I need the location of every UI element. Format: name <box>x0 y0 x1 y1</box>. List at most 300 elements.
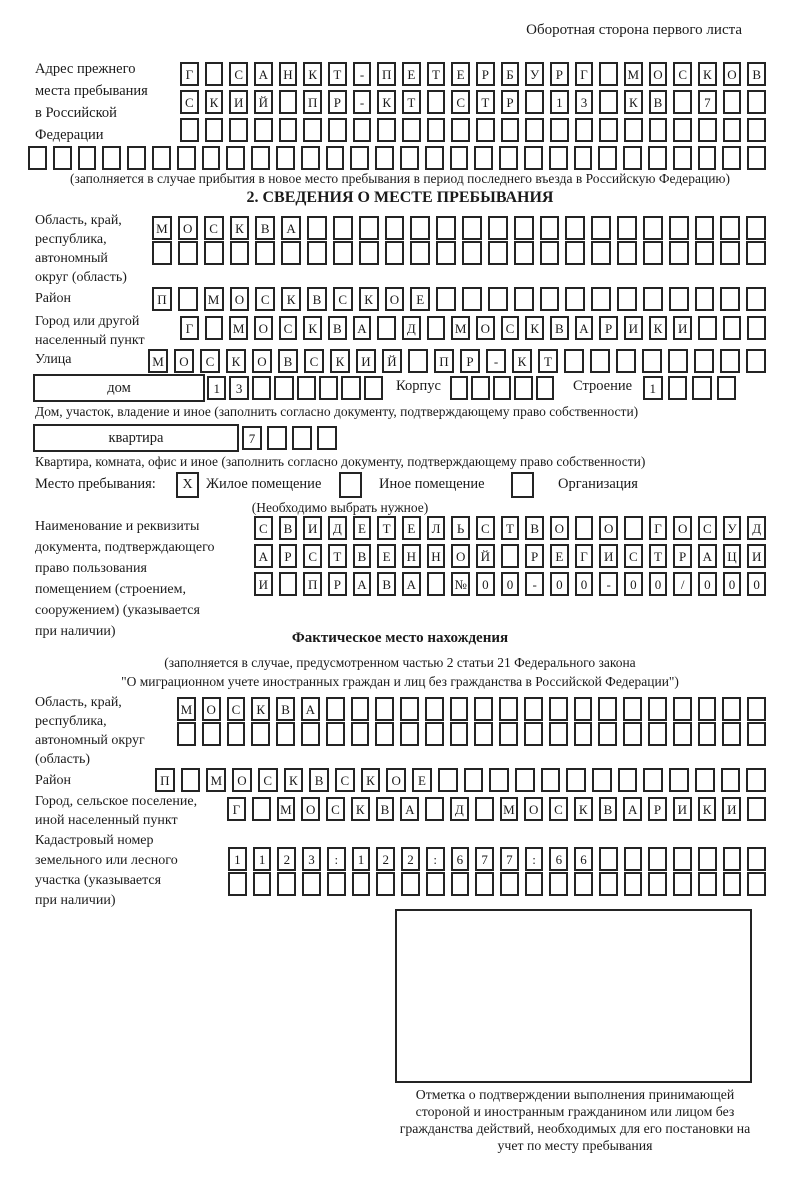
char-cell: 6 <box>549 847 568 871</box>
char-cell: 7 <box>500 847 519 871</box>
char-cell: / <box>673 572 692 596</box>
char-cell <box>524 722 543 746</box>
char-cell: И <box>303 516 322 540</box>
label-line: Город или другой <box>35 314 140 329</box>
stay-type-checkbox-residential: X <box>176 472 199 498</box>
char-cell <box>598 722 617 746</box>
char-cell: Г <box>649 516 668 540</box>
char-cell: А <box>575 316 594 340</box>
char-cell: 1 <box>643 376 663 400</box>
char-cell <box>177 722 196 746</box>
char-cell <box>475 797 494 821</box>
char-cell <box>353 118 372 142</box>
char-cell <box>301 722 320 746</box>
char-cell <box>592 768 612 792</box>
char-cell: А <box>400 797 419 821</box>
char-cell <box>400 722 419 746</box>
char-cell <box>427 316 446 340</box>
char-cell <box>723 847 742 871</box>
char-cell: М <box>451 316 470 340</box>
char-cell <box>302 872 321 896</box>
char-cell <box>695 216 715 240</box>
char-cell <box>514 216 534 240</box>
char-cell <box>307 216 327 240</box>
char-cell: Р <box>279 544 298 568</box>
char-cell: Е <box>410 287 430 311</box>
char-cell <box>281 241 301 265</box>
char-cell: М <box>177 697 196 721</box>
char-cell: С <box>204 216 224 240</box>
char-cell <box>230 241 250 265</box>
char-cell <box>525 118 544 142</box>
char-cell: О <box>476 316 495 340</box>
char-cell <box>695 287 715 311</box>
char-cell: Т <box>649 544 668 568</box>
char-cell <box>227 722 246 746</box>
char-cell <box>408 349 428 373</box>
char-cell <box>450 722 469 746</box>
char-cell <box>590 349 610 373</box>
label-line: автономный округ <box>35 733 145 748</box>
char-cell <box>747 797 766 821</box>
char-cell <box>574 872 593 896</box>
char-cell <box>267 426 287 450</box>
char-cell: Г <box>180 62 199 86</box>
char-cell: М <box>148 349 168 373</box>
char-cell <box>723 316 742 340</box>
char-cell <box>698 722 717 746</box>
char-cell: К <box>303 62 322 86</box>
char-cell <box>401 872 420 896</box>
char-cell: Н <box>279 62 298 86</box>
char-cell <box>359 216 379 240</box>
document-label <box>35 516 215 642</box>
char-cell: С <box>254 516 273 540</box>
char-cell: И <box>722 797 741 821</box>
char-cell <box>255 241 275 265</box>
char-cell: П <box>377 62 396 86</box>
char-cell <box>279 572 298 596</box>
char-cell <box>499 146 518 170</box>
char-cell: 0 <box>747 572 766 596</box>
char-cell: К <box>281 287 301 311</box>
char-cell <box>515 768 535 792</box>
char-cell: Т <box>328 62 347 86</box>
char-cell: О <box>301 797 320 821</box>
char-cell <box>524 146 543 170</box>
char-cell: 7 <box>242 426 262 450</box>
char-cell <box>618 768 638 792</box>
char-cell: С <box>279 316 298 340</box>
char-cell: Л <box>427 516 446 540</box>
char-cell <box>274 376 293 400</box>
char-cell: Е <box>402 516 421 540</box>
char-cell <box>500 872 519 896</box>
char-cell <box>436 287 456 311</box>
char-cell: В <box>255 216 275 240</box>
factual-region-row-1 <box>177 697 766 721</box>
char-cell <box>279 90 298 114</box>
house-cells <box>207 376 383 400</box>
char-cell <box>566 768 586 792</box>
label-line: Федерации <box>35 127 104 143</box>
char-cell: К <box>649 316 668 340</box>
char-cell <box>648 722 667 746</box>
char-cell: 3 <box>302 847 321 871</box>
char-cell <box>669 768 689 792</box>
char-cell: О <box>386 768 406 792</box>
char-cell <box>226 146 245 170</box>
char-cell: И <box>673 797 692 821</box>
char-cell <box>648 697 667 721</box>
char-cell <box>591 287 611 311</box>
label-line: республика, <box>35 232 107 247</box>
char-cell: С <box>698 516 717 540</box>
char-cell <box>436 241 456 265</box>
char-cell: Н <box>427 544 446 568</box>
char-cell: О <box>599 516 618 540</box>
char-cell <box>694 349 714 373</box>
char-cell <box>377 316 396 340</box>
char-cell: Р <box>525 544 544 568</box>
char-cell <box>307 241 327 265</box>
char-cell <box>28 146 47 170</box>
char-cell: А <box>623 797 642 821</box>
prev-address-row-4 <box>28 146 766 170</box>
char-cell: : <box>525 847 544 871</box>
char-cell <box>462 287 482 311</box>
char-cell <box>333 216 353 240</box>
char-cell <box>402 118 421 142</box>
char-cell: 1 <box>253 847 272 871</box>
char-cell: Й <box>254 90 273 114</box>
char-cell: 2 <box>401 847 420 871</box>
prev-address-label <box>35 58 148 146</box>
char-cell: В <box>309 768 329 792</box>
char-cell <box>695 768 715 792</box>
char-cell <box>276 146 295 170</box>
street-row <box>148 349 766 373</box>
char-cell <box>540 216 560 240</box>
district-row <box>152 287 766 311</box>
char-cell <box>277 872 296 896</box>
char-cell: К <box>698 62 717 86</box>
char-cell: Т <box>538 349 558 373</box>
char-cell <box>375 146 394 170</box>
char-cell <box>127 146 146 170</box>
document-row-3 <box>254 572 766 596</box>
char-cell <box>475 872 494 896</box>
char-cell <box>722 697 741 721</box>
char-cell <box>673 722 692 746</box>
char-cell: С <box>501 316 520 340</box>
cadastre-label <box>35 831 178 911</box>
prev-address-row-1 <box>180 62 766 86</box>
char-cell <box>575 516 594 540</box>
char-cell <box>152 241 172 265</box>
char-cell <box>599 872 618 896</box>
char-cell: А <box>353 316 372 340</box>
factual-city-row <box>227 797 766 821</box>
char-cell: А <box>301 697 320 721</box>
char-cell <box>471 376 489 400</box>
char-cell: Г <box>575 544 594 568</box>
char-cell: - <box>486 349 506 373</box>
char-cell: Р <box>648 797 667 821</box>
char-cell: Б <box>501 62 520 86</box>
char-cell: Р <box>550 62 569 86</box>
char-cell <box>723 872 742 896</box>
char-cell: 1 <box>550 90 569 114</box>
stay-type-option-organization: Организация <box>558 476 638 492</box>
char-cell <box>400 146 419 170</box>
char-cell: К <box>303 316 322 340</box>
char-cell <box>501 118 520 142</box>
char-cell: В <box>599 797 618 821</box>
char-cell <box>643 287 663 311</box>
label-line: сооружением) (указывается <box>35 603 200 618</box>
char-cell: С <box>229 62 248 86</box>
char-cell: К <box>361 768 381 792</box>
char-cell <box>102 146 121 170</box>
char-cell <box>279 118 298 142</box>
char-cell: 0 <box>649 572 668 596</box>
char-cell <box>624 847 643 871</box>
char-cell: О <box>524 797 543 821</box>
char-cell <box>722 722 741 746</box>
char-cell: Д <box>402 316 421 340</box>
char-cell: Т <box>402 90 421 114</box>
char-cell <box>574 697 593 721</box>
char-cell: Д <box>450 797 469 821</box>
char-cell <box>53 146 72 170</box>
char-cell <box>204 241 224 265</box>
char-cell <box>746 349 766 373</box>
char-cell <box>623 722 642 746</box>
char-cell <box>375 722 394 746</box>
char-cell <box>649 118 668 142</box>
char-cell: Т <box>377 516 396 540</box>
char-cell <box>351 722 370 746</box>
apartment-box-label: квартира <box>33 424 239 452</box>
char-cell: С <box>624 544 643 568</box>
char-cell <box>540 241 560 265</box>
korpus-cells <box>450 376 554 400</box>
char-cell: Н <box>402 544 421 568</box>
char-cell <box>499 697 518 721</box>
house-note: Дом, участок, владение и иное (заполнить согласно документу, подтверждающему право собственности) <box>35 404 639 419</box>
char-cell: М <box>500 797 519 821</box>
char-cell <box>723 118 742 142</box>
char-cell: 6 <box>451 847 470 871</box>
char-cell: 0 <box>698 572 717 596</box>
char-cell: Ь <box>451 516 470 540</box>
char-cell <box>202 146 221 170</box>
char-cell: Г <box>575 62 594 86</box>
char-cell: Т <box>328 544 347 568</box>
char-cell: В <box>550 316 569 340</box>
stroenie-label: Строение <box>573 378 633 394</box>
label-line: Наименование и реквизиты <box>35 519 200 534</box>
char-cell <box>501 544 520 568</box>
char-cell <box>669 216 689 240</box>
char-cell: Е <box>377 544 396 568</box>
char-cell <box>698 872 717 896</box>
char-cell: М <box>277 797 296 821</box>
label-line: участка (указывается <box>35 873 162 888</box>
char-cell <box>376 872 395 896</box>
factual-district-label: Район <box>35 773 71 788</box>
char-cell <box>319 376 338 400</box>
char-cell: С <box>200 349 220 373</box>
char-cell <box>747 722 766 746</box>
char-cell <box>698 146 717 170</box>
char-cell: О <box>174 349 194 373</box>
char-cell: И <box>254 572 273 596</box>
char-cell <box>205 118 224 142</box>
char-cell <box>375 697 394 721</box>
char-cell <box>549 697 568 721</box>
char-cell: Т <box>501 516 520 540</box>
char-cell: П <box>155 768 175 792</box>
char-cell: К <box>698 797 717 821</box>
prev-address-row-2 <box>180 90 766 114</box>
char-cell <box>698 316 717 340</box>
char-cell <box>550 118 569 142</box>
char-cell: Ц <box>723 544 742 568</box>
stay-type-option-residential: Жилое помещение <box>206 476 322 492</box>
label-line: республика, <box>35 714 107 729</box>
char-cell <box>643 241 663 265</box>
char-cell: Р <box>501 90 520 114</box>
char-cell: 2 <box>376 847 395 871</box>
char-cell <box>643 216 663 240</box>
char-cell: Р <box>673 544 692 568</box>
char-cell: В <box>377 572 396 596</box>
char-cell: С <box>180 90 199 114</box>
factual-note-line-2: "О миграционном учете иностранных граждан и лиц без гражданства в Российской Федерации") <box>121 674 679 689</box>
char-cell <box>624 118 643 142</box>
label-line: населенный пункт <box>35 333 145 348</box>
label-line: при наличии) <box>35 624 116 639</box>
char-cell <box>574 146 593 170</box>
char-cell <box>673 146 692 170</box>
char-cell <box>181 768 201 792</box>
factual-region-label <box>35 693 145 769</box>
char-cell <box>427 90 446 114</box>
char-cell: 0 <box>624 572 643 596</box>
stay-type-checkbox-organization <box>511 472 534 498</box>
stay-type-hint: (Необходимо выбрать нужное) <box>251 500 429 515</box>
char-cell <box>747 847 766 871</box>
page-side-note: Оборотная сторона первого листа <box>526 22 742 38</box>
char-cell: П <box>303 572 322 596</box>
char-cell: В <box>376 797 395 821</box>
char-cell: № <box>451 572 470 596</box>
char-cell <box>746 768 766 792</box>
char-cell: В <box>649 90 668 114</box>
char-cell: : <box>426 847 445 871</box>
char-cell: 6 <box>574 847 593 871</box>
char-cell <box>303 118 322 142</box>
char-cell: М <box>204 287 224 311</box>
char-cell <box>493 376 511 400</box>
label-line: помещением (строением, <box>35 582 186 597</box>
char-cell <box>178 287 198 311</box>
char-cell <box>474 722 493 746</box>
char-cell: У <box>525 62 544 86</box>
char-cell: 0 <box>575 572 594 596</box>
char-cell <box>574 722 593 746</box>
char-cell: 3 <box>575 90 594 114</box>
char-cell: У <box>723 516 742 540</box>
char-cell <box>450 146 469 170</box>
char-cell <box>276 722 295 746</box>
char-cell <box>252 797 271 821</box>
char-cell <box>328 118 347 142</box>
char-cell: С <box>304 349 324 373</box>
char-cell <box>549 872 568 896</box>
char-cell: К <box>230 216 250 240</box>
char-cell <box>598 146 617 170</box>
char-cell: - <box>353 90 372 114</box>
char-cell: 0 <box>550 572 569 596</box>
char-cell <box>514 241 534 265</box>
char-cell: К <box>377 90 396 114</box>
char-cell <box>438 768 458 792</box>
char-cell <box>698 118 717 142</box>
char-cell <box>352 872 371 896</box>
label-line: право пользования <box>35 561 147 576</box>
char-cell: Е <box>353 516 372 540</box>
char-cell: Р <box>328 90 347 114</box>
city-row <box>180 316 766 340</box>
cadastre-row-1 <box>228 847 766 871</box>
char-cell: В <box>279 516 298 540</box>
char-cell <box>591 216 611 240</box>
section-2-title: 2. СВЕДЕНИЯ О МЕСТЕ ПРЕБЫВАНИЯ <box>246 189 554 206</box>
label-line: Область, край, <box>35 213 122 228</box>
char-cell: 1 <box>228 847 247 871</box>
char-cell <box>425 697 444 721</box>
char-cell <box>474 146 493 170</box>
label-line: автономный <box>35 251 108 266</box>
char-cell <box>541 768 561 792</box>
region-label <box>35 211 127 287</box>
char-cell <box>427 118 446 142</box>
char-cell: 0 <box>476 572 495 596</box>
char-cell <box>525 90 544 114</box>
char-cell: И <box>673 316 692 340</box>
char-cell <box>720 241 740 265</box>
char-cell <box>616 349 636 373</box>
char-cell <box>436 216 456 240</box>
prev-address-note: (заполняется в случае прибытия в новое место пребывания в период последнего въезда в Российскую Федерацию) <box>69 171 731 186</box>
factual-note-line-1: (заполняется в случае, предусмотренном частью 2 статьи 21 Федерального закона <box>164 655 636 670</box>
char-cell: Г <box>180 316 199 340</box>
factual-region-row-2 <box>177 722 766 746</box>
char-cell <box>297 376 316 400</box>
factual-city-label <box>35 792 197 830</box>
char-cell <box>746 287 766 311</box>
char-cell <box>410 241 430 265</box>
stay-type-option-other-premises: Иное помещение <box>379 476 485 492</box>
char-cell: Е <box>402 62 421 86</box>
char-cell: И <box>229 90 248 114</box>
char-cell <box>251 722 270 746</box>
char-cell <box>350 146 369 170</box>
char-cell: С <box>335 768 355 792</box>
